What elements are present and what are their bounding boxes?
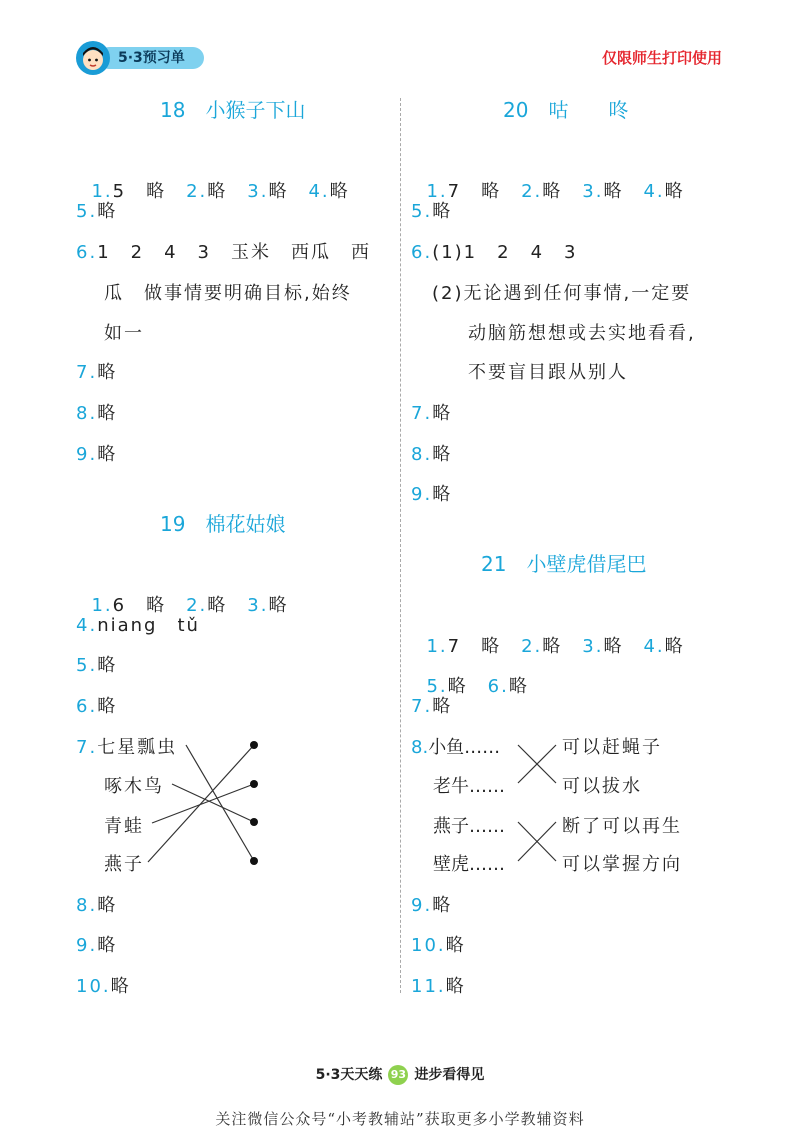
answer-line-18-6b: 瓜 做事情要明确目标,始终 — [104, 283, 352, 304]
section-title-18: 18 小猴子下山 — [160, 98, 306, 122]
answer-line-21-9 — [411, 891, 452, 917]
match-left: 壁虎…… — [433, 854, 505, 875]
answer-line-20-6c: 动脑筋想想或去实地看看, — [468, 323, 696, 344]
match-left: 燕子…… — [433, 816, 505, 837]
footer-right: 进步看得见 — [414, 1067, 485, 1083]
q-answer: 略 — [207, 181, 228, 202]
match-item: 青蛙 — [104, 816, 144, 837]
q-num: 7. — [76, 362, 98, 383]
q-answer: 略 — [664, 636, 685, 657]
q-num: 8. — [76, 895, 98, 916]
match-right: 断了可以再生 — [562, 816, 682, 837]
q-answer: 略 — [97, 935, 118, 956]
answer-line-20-6d: 不要盲目跟从别人 — [468, 362, 628, 383]
match-dot — [250, 780, 258, 788]
q-num: 4. — [76, 615, 98, 636]
match-dot — [250, 741, 258, 749]
answer-line-19-8 — [76, 891, 117, 917]
q-answer: 略 — [603, 636, 624, 657]
q-num: 9. — [411, 484, 433, 505]
answer-line-21-7 — [411, 692, 452, 718]
q-answer: 略 — [97, 362, 118, 383]
match-item: 七星瓢虫 — [97, 737, 178, 758]
q-num: 8. — [76, 403, 98, 424]
q-answer: 6 略 — [112, 595, 167, 616]
q-num: 3. — [247, 595, 269, 616]
match-left: 小鱼…… — [428, 737, 501, 758]
q-answer: 略 — [97, 696, 118, 717]
answer-line-20-6 — [411, 238, 578, 264]
q-answer: 略 — [97, 201, 118, 222]
page-number: 93 — [388, 1065, 408, 1085]
match-item: 燕子 — [104, 854, 144, 875]
q-num: 4. — [643, 181, 665, 202]
q-answer: 7 略 — [447, 181, 502, 202]
q-num: 6. — [411, 242, 433, 263]
match-right: 可以拔水 — [562, 776, 642, 797]
match-item: 啄木鸟 — [104, 776, 164, 797]
q-num: 7. — [411, 696, 433, 717]
q-num: 5. — [76, 655, 98, 676]
q-answer: 略 — [603, 181, 624, 202]
q-num: 10. — [411, 935, 446, 956]
q-num: 1. — [426, 181, 448, 202]
q-answer: 略 — [432, 444, 453, 465]
answer-line-20-1 — [411, 156, 685, 203]
q-num: 10. — [76, 976, 111, 997]
badge-label: 5·3预习单 — [98, 47, 204, 69]
q-num: 2. — [521, 636, 543, 657]
answer-line-19-10 — [76, 972, 131, 998]
q-answer: 略 — [432, 696, 453, 717]
q-answer: 略 — [97, 655, 118, 676]
section-title-21: 21 小壁虎借尾巴 — [481, 552, 647, 576]
q-answer: 略 — [445, 935, 466, 956]
q-answer: 略 — [268, 595, 289, 616]
q-num: 3. — [247, 181, 269, 202]
answer-line-21-8 — [411, 733, 500, 759]
q-answer: 略 — [110, 976, 131, 997]
q-answer: 略 — [97, 895, 118, 916]
q-answer: 略 — [329, 181, 350, 202]
q-num: 6. — [76, 696, 98, 717]
q-num: 9. — [76, 935, 98, 956]
q-answer: 略 — [432, 403, 453, 424]
q-num: 2. — [521, 181, 543, 202]
print-note: 仅限师生打印使用 — [601, 49, 722, 67]
q-num: 3. — [582, 181, 604, 202]
q-answer: 略 — [97, 444, 118, 465]
q-answer: 略 — [542, 181, 563, 202]
q-num: 1. — [91, 595, 113, 616]
q-num: 5. — [411, 201, 433, 222]
footer-left: 5·3天天练 — [315, 1067, 383, 1083]
answer-line-21-5 — [411, 651, 529, 698]
q-num: 1. — [91, 181, 113, 202]
q-num: 9. — [76, 444, 98, 465]
q-answer: 略 — [268, 181, 289, 202]
q-answer: 7 略 — [447, 636, 502, 657]
answer-line-19-9 — [76, 931, 117, 957]
q-answer: 略 — [447, 676, 468, 697]
q-num: 9. — [411, 895, 433, 916]
q-answer: 5 略 — [112, 181, 167, 202]
match-right: 可以掌握方向 — [562, 854, 682, 875]
q-num: 3. — [582, 636, 604, 657]
q-answer: 略 — [432, 895, 453, 916]
q-answer: 1 2 4 3 玉米 西瓜 西 — [97, 242, 371, 263]
answer-line-20-5 — [411, 197, 452, 223]
q-num: 8. — [411, 444, 433, 465]
q-num: 4. — [643, 636, 665, 657]
q-answer: 略 — [207, 595, 228, 616]
q-num: 7. — [411, 403, 433, 424]
match-dot — [250, 818, 258, 826]
q-answer: 略 — [97, 403, 118, 424]
q-num: 7. — [76, 737, 98, 758]
bottom-note: 关注微信公众号“小考教辅站”获取更多小学教辅资料 — [215, 1110, 585, 1128]
q-num: 6. — [76, 242, 98, 263]
q-answer: 略 — [508, 676, 529, 697]
q-answer: (1)1 2 4 3 — [432, 242, 578, 263]
q-answer: 略 — [432, 484, 453, 505]
answer-line-20-6b: (2)无论遇到任何事情,一定要 — [432, 283, 692, 304]
answer-line-21-10 — [411, 931, 466, 957]
answer-line-21-11 — [411, 972, 466, 998]
q-num: 2. — [186, 595, 208, 616]
q-num: 4. — [308, 181, 330, 202]
match-right: 可以赶蝇子 — [562, 737, 662, 758]
q-answer: 略 — [432, 201, 453, 222]
q-num: 8. — [411, 737, 429, 758]
q-answer: 略 — [445, 976, 466, 997]
q-num: 5. — [426, 676, 448, 697]
answer-line-18-6c: 如一 — [104, 323, 144, 344]
q-num: 2. — [186, 181, 208, 202]
match-left: 老牛…… — [433, 776, 505, 797]
section-title-19: 19 棉花姑娘 — [160, 512, 286, 536]
answer-line-20-8 — [411, 440, 452, 466]
q-num: 6. — [487, 676, 509, 697]
q-num: 1. — [426, 636, 448, 657]
match-dot — [250, 857, 258, 865]
section-title-20: 20 咕 咚 — [503, 98, 629, 122]
q-answer: 略 — [664, 181, 685, 202]
q-answer: niang tǔ — [97, 615, 200, 636]
answer-line-20-7 — [411, 399, 452, 425]
answer-line-20-9 — [411, 480, 452, 506]
q-num: 11. — [411, 976, 446, 997]
page-footer — [0, 1064, 800, 1085]
q-answer: 略 — [542, 636, 563, 657]
q-num: 5. — [76, 201, 98, 222]
